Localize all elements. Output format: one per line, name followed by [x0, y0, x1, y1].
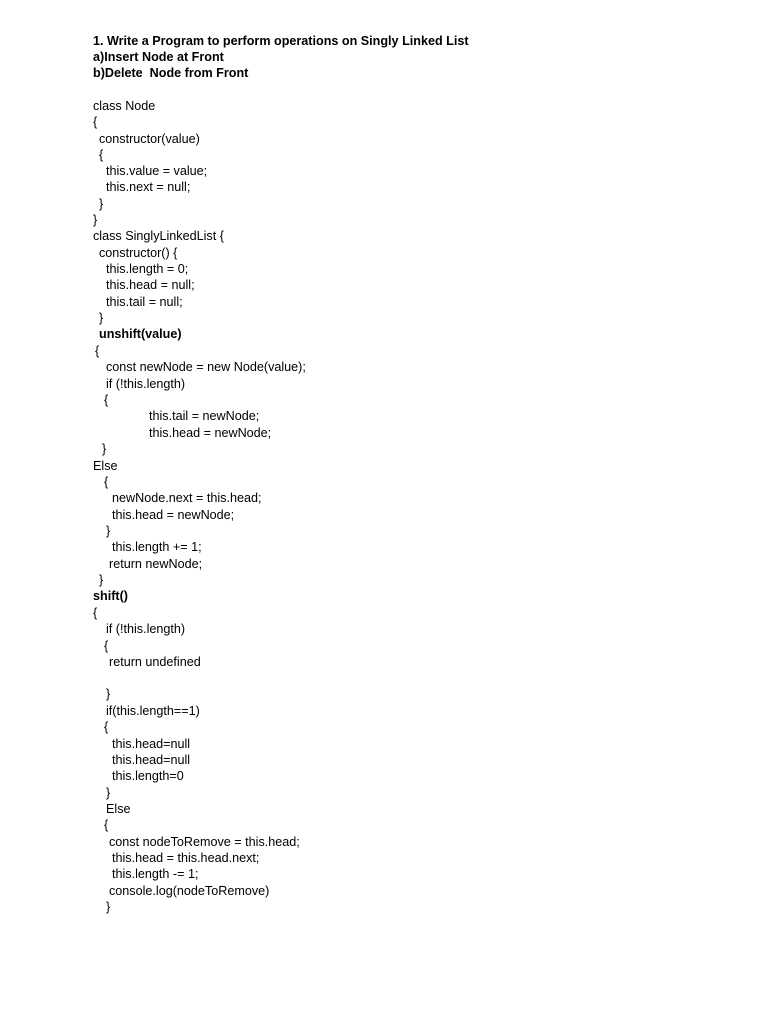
subtask-a: a)Insert Node at Front [93, 50, 224, 64]
code-line: { [95, 344, 100, 358]
code-line: } [99, 573, 104, 587]
code-line: this.length -= 1; [112, 867, 199, 881]
code-line: } [106, 524, 111, 538]
code-line: this.head=null [112, 753, 191, 767]
code-line: this.tail = null; [106, 295, 183, 309]
code-line: this.head = newNode; [112, 508, 235, 522]
code-line: class Node [93, 99, 156, 113]
code-line: this.next = null; [106, 180, 191, 194]
code-line: if (!this.length) [106, 622, 186, 636]
code-line: } [102, 442, 107, 456]
document-title: 1. Write a Program to perform operations on Singly Linked List [93, 34, 469, 48]
code-line: Else [93, 459, 118, 473]
code-line: newNode.next = this.head; [112, 491, 262, 505]
code-line: return undefined [109, 655, 201, 669]
code-line: this.head = this.head.next; [112, 851, 260, 865]
code-line: { [104, 639, 109, 653]
code-line: { [104, 818, 109, 832]
method-heading-unshift: unshift(value) [99, 327, 182, 341]
code-line: const nodeToRemove = this.head; [109, 835, 300, 849]
code-line: const newNode = new Node(value); [106, 360, 306, 374]
code-line: this.length += 1; [112, 540, 202, 554]
code-line: console.log(nodeToRemove) [109, 884, 270, 898]
code-line: { [104, 393, 109, 407]
code-line: } [99, 197, 104, 211]
code-line: } [106, 687, 111, 701]
code-line: { [93, 115, 98, 129]
code-line: } [106, 786, 111, 800]
code-line: Else [106, 802, 131, 816]
code-line: return newNode; [109, 557, 203, 571]
code-line: { [104, 720, 109, 734]
code-line: } [99, 311, 104, 325]
code-line: { [93, 606, 98, 620]
code-line: } [106, 900, 111, 914]
method-heading-shift: shift() [93, 589, 128, 603]
code-line: this.length=0 [112, 769, 184, 783]
code-line: { [99, 148, 104, 162]
code-line: constructor(value) [99, 132, 200, 146]
code-line: this.head = null; [106, 278, 195, 292]
code-line: constructor() { [99, 246, 178, 260]
subtask-b: b)Delete Node from Front [93, 66, 249, 80]
code-line: if(this.length==1) [106, 704, 200, 718]
code-line: this.value = value; [106, 164, 208, 178]
code-line: this.tail = newNode; [149, 409, 260, 423]
code-line: this.head = newNode; [149, 426, 272, 440]
code-line: } [93, 213, 98, 227]
code-line: { [104, 475, 109, 489]
code-line: if (!this.length) [106, 377, 186, 391]
code-line: this.head=null [112, 737, 191, 751]
code-line: class SinglyLinkedList { [93, 229, 224, 243]
code-line: this.length = 0; [106, 262, 189, 276]
